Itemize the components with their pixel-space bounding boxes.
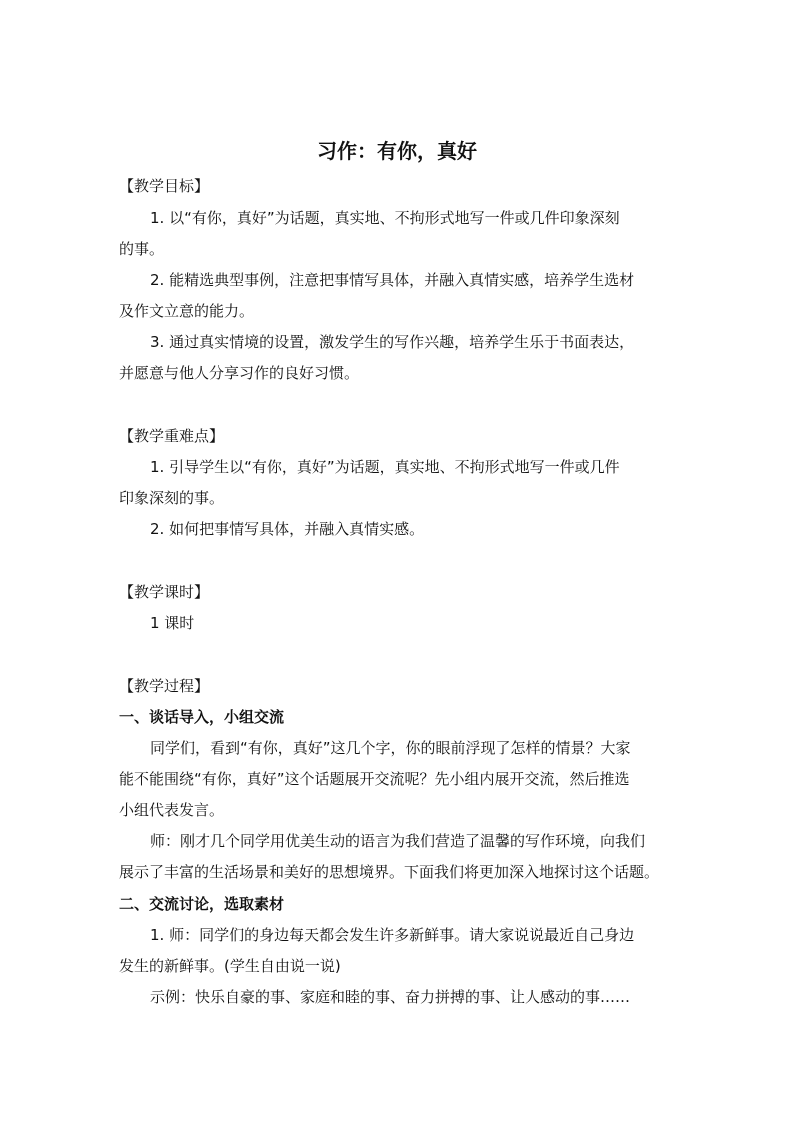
goal-3-line2: 并愿意与他人分享习作的良好习惯。 bbox=[119, 364, 360, 382]
part1-para1-line3: 小组代表发言。 bbox=[119, 801, 225, 819]
key-point-1-line2: 印象深刻的事。 bbox=[119, 489, 225, 507]
part1-para2-line1: 师：刚才几个同学用优美生动的语言为我们营造了温馨的写作环境，向我们 bbox=[150, 832, 646, 850]
section-heading-process: 【教学过程】 bbox=[119, 677, 210, 695]
process-part1-heading: 一、谈话导入，小组交流 bbox=[119, 708, 285, 726]
part1-para1-line1: 同学们，看到“有你，真好”这几个字，你的眼前浮现了怎样的情景？大家 bbox=[150, 739, 631, 757]
process-part2-heading: 二、交流讨论，选取素材 bbox=[119, 895, 285, 913]
part2-para2-line1: 示例：快乐自豪的事、家庭和睦的事、奋力拼搏的事、让人感动的事…… bbox=[150, 988, 631, 1006]
goal-2-line1: 2. 能精选典型事例，注意把事情写具体，并融入真情实感，培养学生选材 bbox=[150, 271, 635, 289]
hours-value: 1 课时 bbox=[150, 614, 195, 632]
goal-1-line1: 1. 以“有你，真好”为话题，真实地、不拘形式地写一件或几件印象深刻 bbox=[150, 209, 620, 227]
goal-2-line2: 及作文立意的能力。 bbox=[119, 302, 255, 320]
part2-para1-line1: 1. 师：同学们的身边每天都会发生许多新鲜事。请大家说说最近自己身边 bbox=[150, 926, 635, 944]
key-point-1-line1: 1. 引导学生以“有你，真好”为话题，真实地、不拘形式地写一件或几件 bbox=[150, 458, 620, 476]
part1-para2-line2: 展示了丰富的生活场景和美好的思想境界。下面我们将更加深入地探讨这个话题。 bbox=[119, 863, 660, 881]
section-heading-key-points: 【教学重难点】 bbox=[119, 427, 225, 445]
section-heading-goals: 【教学目标】 bbox=[119, 177, 210, 195]
page-title: 习作：有你，真好 bbox=[317, 139, 477, 163]
part2-para1-line2: 发生的新鲜事。(学生自由说一说) bbox=[119, 957, 341, 975]
goal-1-line2: 的事。 bbox=[119, 240, 165, 258]
part1-para1-line2: 能不能围绕“有你，真好”这个话题展开交流呢？先小组内展开交流，然后推选 bbox=[119, 770, 630, 788]
section-heading-hours: 【教学课时】 bbox=[119, 583, 210, 601]
key-point-2-line1: 2. 如何把事情写具体，并融入真情实感。 bbox=[150, 520, 425, 538]
goal-3-line1: 3. 通过真实情境的设置，激发学生的写作兴趣，培养学生乐于书面表达， bbox=[150, 333, 635, 351]
